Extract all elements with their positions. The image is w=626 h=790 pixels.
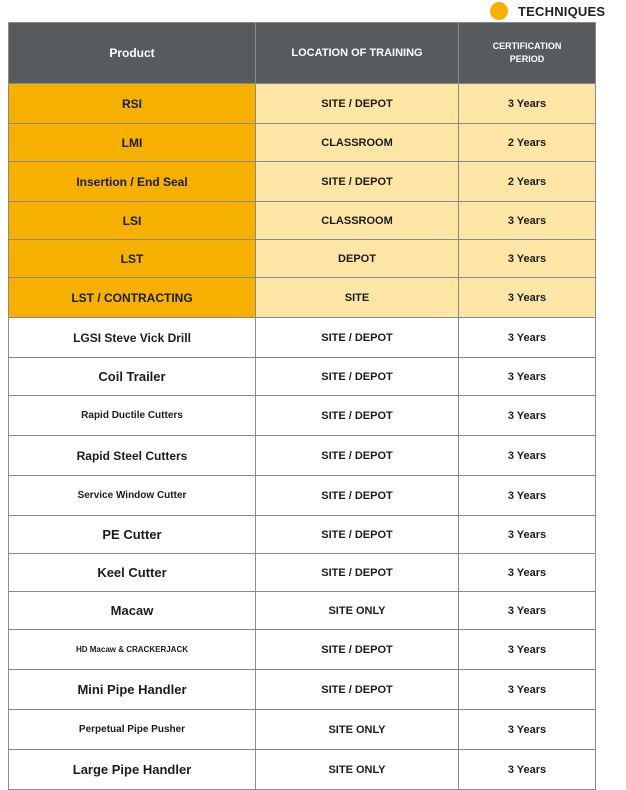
location-cell: SITE / DEPOT: [256, 396, 459, 436]
table-row: [9, 396, 596, 436]
header-certification-period: [459, 23, 596, 84]
training-table: [8, 22, 596, 790]
table-row: [9, 630, 596, 670]
legend-label: TECHNIQUES: [518, 3, 606, 19]
table-header-row: [9, 23, 596, 84]
location-cell: SITE / DEPOT: [256, 516, 459, 554]
product-cell: Service Window Cutter: [9, 476, 256, 516]
location-cell: SITE ONLY: [256, 750, 459, 790]
period-cell: 3 Years: [459, 278, 596, 318]
table-row: [9, 554, 596, 592]
period-cell: 3 Years: [459, 476, 596, 516]
product-cell: LST: [9, 240, 256, 278]
table-row: [9, 278, 596, 318]
period-cell: 3 Years: [459, 396, 596, 436]
location-cell: SITE / DEPOT: [256, 318, 459, 358]
period-cell: 3 Years: [459, 554, 596, 592]
header-cert-line1: CERTIFICATION: [492, 41, 562, 51]
table-row: [9, 202, 596, 240]
table-row: [9, 436, 596, 476]
product-cell: Perpetual Pipe Pusher: [9, 710, 256, 750]
product-cell: Rapid Ductile Cutters: [9, 396, 256, 436]
legend-dot-icon: [490, 2, 508, 20]
table-row: [9, 750, 596, 790]
period-cell: 3 Years: [459, 592, 596, 630]
period-cell: 2 Years: [459, 162, 596, 202]
header-location: LOCATION OF TRAINING: [256, 23, 459, 84]
table-row: [9, 592, 596, 630]
product-cell: LST / CONTRACTING: [9, 278, 256, 318]
location-cell: SITE / DEPOT: [256, 476, 459, 516]
period-cell: 3 Years: [459, 240, 596, 278]
techniques-legend: [490, 2, 605, 20]
product-cell: LGSI Steve Vick Drill: [9, 318, 256, 358]
header-product: Product: [9, 23, 256, 84]
table-row: [9, 84, 596, 124]
period-cell: 3 Years: [459, 202, 596, 240]
location-cell: SITE / DEPOT: [256, 84, 459, 124]
table-row: [9, 710, 596, 750]
table-row: [9, 516, 596, 554]
period-cell: 3 Years: [459, 436, 596, 476]
product-cell: HD Macaw & CRACKERJACK: [9, 630, 256, 670]
location-cell: SITE ONLY: [256, 710, 459, 750]
location-cell: SITE / DEPOT: [256, 358, 459, 396]
period-cell: 3 Years: [459, 710, 596, 750]
period-cell: 3 Years: [459, 358, 596, 396]
product-cell: RSI: [9, 84, 256, 124]
location-cell: SITE / DEPOT: [256, 436, 459, 476]
location-cell: SITE / DEPOT: [256, 554, 459, 592]
product-cell: Insertion / End Seal: [9, 162, 256, 202]
table-row: [9, 358, 596, 396]
product-cell: LMI: [9, 124, 256, 162]
location-cell: SITE / DEPOT: [256, 670, 459, 710]
product-cell: Macaw: [9, 592, 256, 630]
period-cell: 3 Years: [459, 670, 596, 710]
location-cell: SITE / DEPOT: [256, 162, 459, 202]
table-row: [9, 318, 596, 358]
product-cell: Coil Trailer: [9, 358, 256, 396]
product-cell: Mini Pipe Handler: [9, 670, 256, 710]
location-cell: SITE: [256, 278, 459, 318]
table-row: [9, 240, 596, 278]
table-row: [9, 476, 596, 516]
product-cell: Rapid Steel Cutters: [9, 436, 256, 476]
product-cell: LSI: [9, 202, 256, 240]
period-cell: 3 Years: [459, 516, 596, 554]
header-cert-line2: PERIOD: [509, 54, 545, 64]
product-cell: Large Pipe Handler: [9, 750, 256, 790]
location-cell: SITE ONLY: [256, 592, 459, 630]
location-cell: CLASSROOM: [256, 124, 459, 162]
period-cell: 3 Years: [459, 318, 596, 358]
location-cell: CLASSROOM: [256, 202, 459, 240]
product-cell: PE Cutter: [9, 516, 256, 554]
table-row: [9, 670, 596, 710]
period-cell: 3 Years: [459, 84, 596, 124]
period-cell: 2 Years: [459, 124, 596, 162]
table-row: [9, 162, 596, 202]
location-cell: SITE / DEPOT: [256, 630, 459, 670]
product-cell: Keel Cutter: [9, 554, 256, 592]
period-cell: 3 Years: [459, 750, 596, 790]
location-cell: DEPOT: [256, 240, 459, 278]
period-cell: 3 Years: [459, 630, 596, 670]
table-row: [9, 124, 596, 162]
